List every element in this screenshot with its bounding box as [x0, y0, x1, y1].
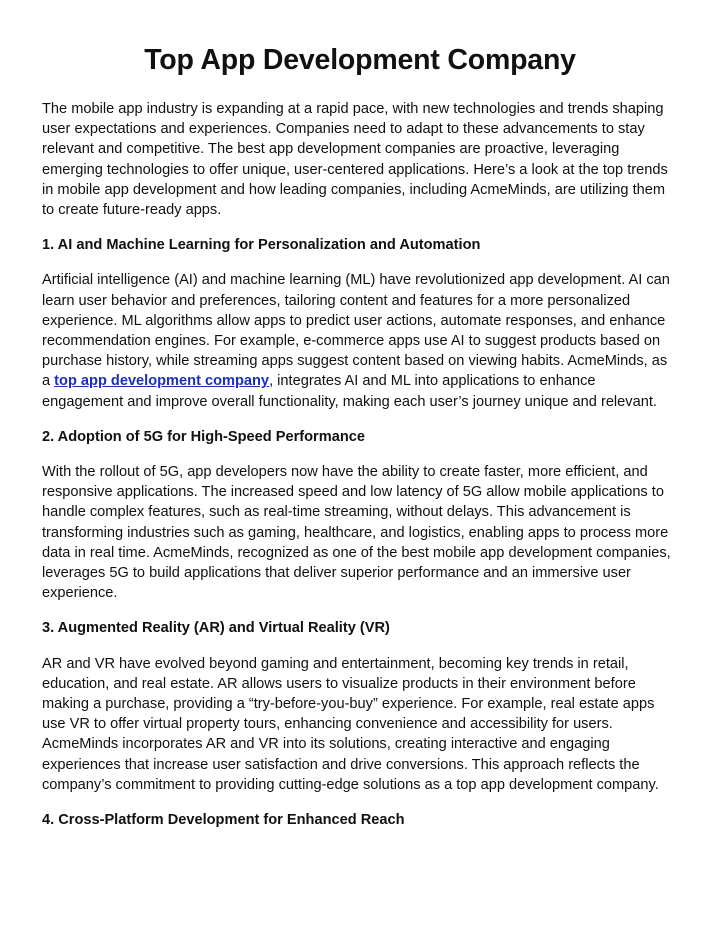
- section-body-ai-ml-text-before-link: Artificial intelligence (AI) and machine learning (ML) have revolutionized app development. AI can learn user behavior and preferences, tailoring content and features for a more personalized experience. ML algorithms allow apps to predict user actions, automate responses, and enhance recommendation engines. For example, e-commerce apps use AI to suggest products based on purchase history, while streaming apps suggest content based on viewing habits. AcmeMinds, as a: [42, 272, 670, 390]
- section-body-ai-ml: [42, 270, 678, 411]
- intro-paragraph: The mobile app industry is expanding at a rapid pace, with new technologies and trends shaping user expectations and experiences. Companies need to adapt to these advancements to stay relevant and competitive. The best app development companies are proactive, leveraging emerging technologies to offer unique, user-centered applications. Here’s a look at the top trends in mobile app development and how leading companies, including AcmeMinds, are utilizing them to create future-ready apps.: [42, 101, 668, 219]
- section-body-ai-ml-text-after-link: , integrates AI and ML into applications to enhance engagement and improve overall functionality, making each user’s journey unique and relevant.: [42, 373, 657, 410]
- page-title: Top App Development Company: [144, 44, 576, 76]
- section-body-ar-vr: AR and VR have evolved beyond gaming and entertainment, becoming key trends in retail, education, and real estate. AR allows users to visualize products in their environment before making a purchase, providing a “try-before-you-buy” experience. For example, real estate apps use VR to offer virtual property tours, enhancing convenience and accessibility for users. AcmeMinds incorporates AR and VR into its solutions, creating interactive and engaging experiences that increase user satisfaction and drive conversions. This approach reflects the company’s commitment to providing cutting-edge solutions as a top app development company.: [42, 655, 659, 793]
- section-heading-ar-vr: 3. Augmented Reality (AR) and Virtual Reality (VR): [42, 620, 390, 637]
- section-heading-cross-platform: 4. Cross-Platform Development for Enhanced Reach: [42, 812, 405, 829]
- top-app-development-company-link[interactable]: top app development company: [54, 373, 270, 390]
- document-body: [42, 99, 678, 845]
- section-heading-5g: 2. Adoption of 5G for High-Speed Performance: [42, 428, 365, 445]
- section-heading-ai-ml: 1. AI and Machine Learning for Personalization and Automation: [42, 237, 481, 254]
- section-body-5g: With the rollout of 5G, app developers now have the ability to create faster, more efficient, and responsive applications. The increased speed and low latency of 5G allow mobile applications to handle complex features, such as real-time streaming, without delays. This advancement is transforming industries such as gaming, healthcare, and logistics, enabling apps to process more data in real time. AcmeMinds, recognized as one of the best mobile app development companies, leverages 5G to build applications that deliver superior performance and an immersive user experience.: [42, 464, 671, 602]
